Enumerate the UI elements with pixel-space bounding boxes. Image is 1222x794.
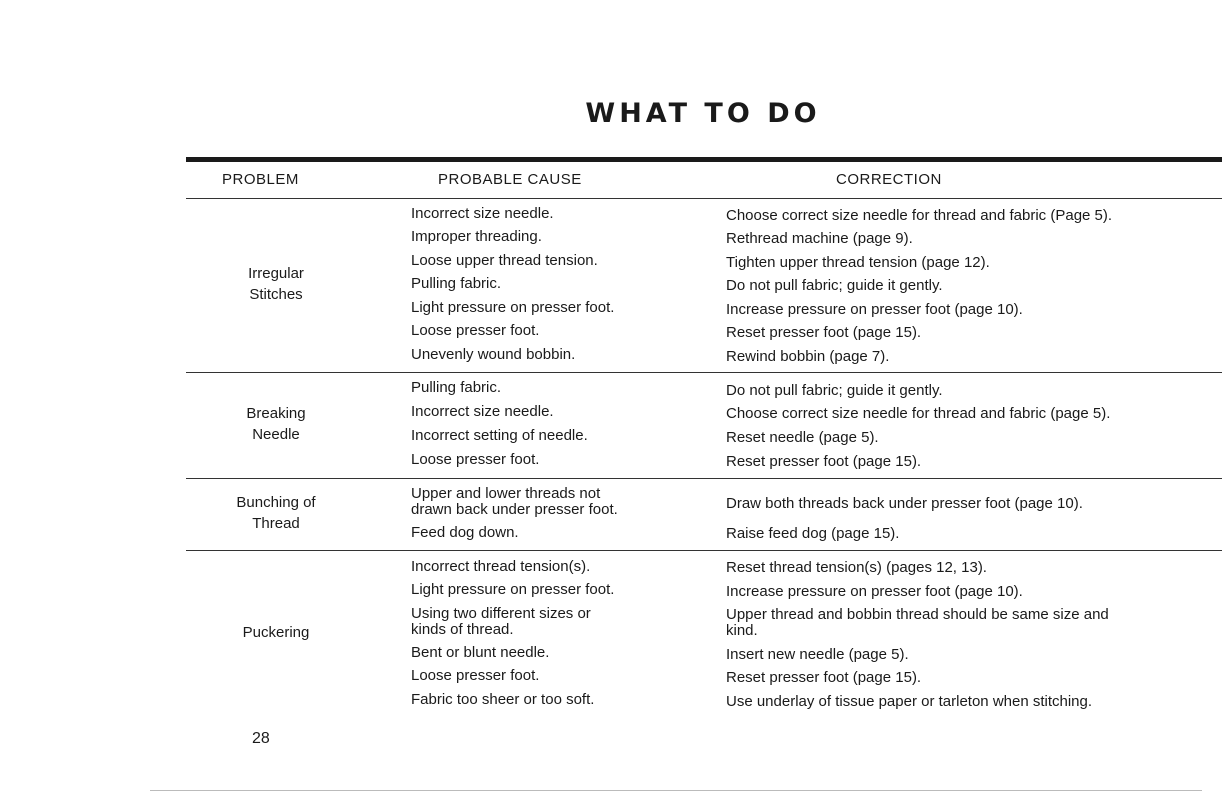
correction-cell: Increase pressure on presser foot (page 10). — [726, 583, 1023, 600]
correction-cell: Insert new needle (page 5). — [726, 646, 909, 663]
cause-cell: Loose upper thread tension. — [411, 252, 598, 269]
problem-puckering: Puckering — [242, 624, 310, 641]
correction-cell: Raise feed dog (page 15). — [726, 525, 900, 542]
cause-cell: Incorrect size needle. — [411, 403, 554, 420]
group-divider — [186, 478, 1222, 479]
correction-cell: Rethread machine (page 9). — [726, 230, 913, 247]
correction-cell: Reset presser foot (page 15). — [726, 669, 922, 686]
header-correction: CORRECTION — [836, 171, 942, 188]
correction-cell: Reset presser foot (page 15). — [726, 324, 922, 341]
problem-bunching-of-thread: Bunching of Thread — [236, 494, 316, 532]
cause-cell: Improper threading. — [411, 228, 542, 245]
cause-cell: Unevenly wound bobbin. — [411, 346, 576, 363]
correction-cell: Do not pull fabric; guide it gently. — [726, 277, 943, 294]
correction-cell: Reset presser foot (page 15). — [726, 453, 922, 470]
correction-cell: Choose correct size needle for thread and fabric (page 5). — [726, 405, 1111, 422]
correction-cell: Choose correct size needle for thread and fabric (Page 5). — [726, 207, 1113, 224]
cause-cell: Pulling fabric. — [411, 275, 502, 292]
correction-cell: Reset thread tension(s) (pages 12, 13). — [726, 559, 987, 576]
correction-cell: Draw both threads back under presser foot (page 10). — [726, 495, 1083, 512]
page-number: 28 — [252, 730, 270, 747]
cause-cell: Incorrect setting of needle. — [411, 427, 588, 444]
cause-cell: Feed dog down. — [411, 524, 519, 541]
header-bottom-rule — [186, 198, 1222, 199]
cause-cell: Pulling fabric. — [411, 379, 502, 396]
correction-cell: Tighten upper thread tension (page 12). — [726, 254, 990, 271]
cause-cell: Upper and lower threads not drawn back under presser foot. — [411, 485, 618, 518]
correction-cell: Increase pressure on presser foot (page 10). — [726, 301, 1023, 318]
header-top-rule — [186, 157, 1222, 162]
header-probable-cause: PROBABLE CAUSE — [438, 171, 582, 188]
correction-cell: Rewind bobbin (page 7). — [726, 348, 890, 365]
problem-breaking-needle: Breaking Needle — [246, 405, 306, 443]
header-problem: PROBLEM — [222, 171, 299, 188]
cause-cell: Incorrect thread tension(s). — [411, 558, 591, 575]
cause-cell: Loose presser foot. — [411, 322, 540, 339]
page-title: WHAT TO DO — [585, 98, 821, 129]
group-divider — [186, 372, 1222, 373]
correction-cell: Upper thread and bobbin thread should be same size and kind. — [726, 606, 1109, 639]
cause-cell: Incorrect size needle. — [411, 205, 554, 222]
problem-irregular-stitches: Irregular Stitches — [248, 265, 304, 303]
cause-cell: Fabric too sheer or too soft. — [411, 691, 595, 708]
cause-cell: Light pressure on presser foot. — [411, 299, 615, 316]
cause-cell: Using two different sizes or kinds of thread. — [411, 605, 591, 638]
correction-cell: Use underlay of tissue paper or tarleton when stitching. — [726, 693, 1093, 710]
cause-cell: Loose presser foot. — [411, 451, 540, 468]
cause-cell: Loose presser foot. — [411, 667, 540, 684]
group-divider — [186, 550, 1222, 551]
cause-cell: Bent or blunt needle. — [411, 644, 550, 661]
correction-cell: Do not pull fabric; guide it gently. — [726, 382, 943, 399]
correction-cell: Reset needle (page 5). — [726, 429, 879, 446]
cause-cell: Light pressure on presser foot. — [411, 581, 615, 598]
page-bottom-edge — [150, 790, 1202, 791]
